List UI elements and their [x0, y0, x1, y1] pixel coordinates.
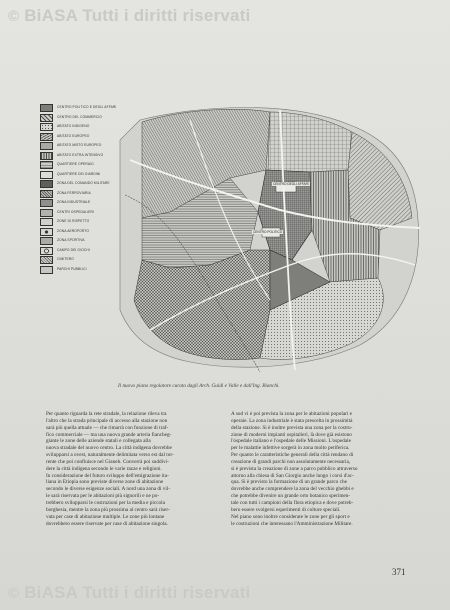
legend-item — [40, 123, 136, 132]
text-line: Nel piano sono inoltre considerate le zone per gli sport e — [231, 513, 350, 520]
legend-label: ZONA INDUSTRIALE — [57, 200, 91, 204]
legend-item — [40, 209, 136, 218]
watermark-top — [8, 6, 250, 26]
legend-label: CENTRI OSPEDALIERI — [57, 209, 94, 214]
legend-item — [40, 152, 136, 161]
legend-swatch — [40, 266, 53, 274]
legend-swatch — [40, 209, 53, 217]
text-line: attorno alla chiesa di San Giorgio anche lungo i corsi d'ac- — [231, 472, 354, 479]
text-line: operaie. La zona industriale è stata prescelta in prossimità — [231, 417, 353, 424]
copyright-symbol: © — [8, 585, 20, 602]
text-line: l'ospedale italiano e l'ospedale delle Missioni. L'ospedale — [231, 438, 351, 445]
legend-item — [40, 228, 136, 237]
legend-item — [40, 133, 136, 142]
legend-swatch — [40, 161, 53, 169]
legend-swatch — [40, 247, 53, 255]
legend-label: ZONE DI RISPETTO — [57, 219, 90, 223]
watermark-bottom — [8, 583, 250, 603]
legend-label: CIMITERO — [57, 257, 74, 261]
legend-swatch — [40, 199, 53, 207]
text-line: vata per case di abitazione multiple. Le zone più lontane — [46, 513, 165, 520]
legend-item — [40, 190, 136, 199]
text-line: Per quanto le caratteristiche generali della città rendano di — [231, 452, 354, 459]
legend-label: ZONA DEL COMANDO MILITARE — [57, 181, 110, 185]
legend-swatch — [40, 171, 53, 179]
legend-label: ABITATO EUROPEO — [57, 133, 90, 138]
text-line: dere la città indigena secondo le varie razze e religioni. — [46, 465, 162, 472]
legend-swatch — [40, 104, 53, 112]
legend-swatch — [40, 142, 53, 150]
legend-item — [40, 266, 136, 275]
text-line: sarà più quella attuale — che rimarrà con funzione di traf- — [46, 424, 169, 431]
text-line: secondo le diverse esigenze sociali. A nord una zona di vil- — [46, 486, 171, 493]
legend-label: ABITATO MISTO EUROPEO — [57, 143, 102, 147]
text-column-left — [46, 411, 226, 527]
copyright-symbol: © — [8, 8, 20, 25]
text-line: In considerazione del futuro sviluppo dell'emigrazione ita- — [46, 472, 169, 479]
text-line: giante le zone delle aziende statali e collegata alla — [46, 438, 151, 445]
text-line: borghesia, mentre la zona più prossima al centro sarà riser- — [46, 506, 170, 513]
legend-label: CENTRO POLITICO E DEGLI AFFARI — [57, 105, 117, 109]
legend-item — [40, 104, 136, 113]
legend-label: ABITATO EXTRA INTENSIVO — [57, 152, 104, 157]
legend-swatch — [40, 256, 53, 264]
legend-swatch — [40, 237, 53, 245]
text-line: l'altro che la strada principale di accesso alla stazione non — [46, 417, 168, 424]
figure-caption: Il nuovo piano regolatore curato dagli Arch. Guidi e Valle e dall'Ing. Bianchi. — [118, 383, 280, 389]
watermark-text: BiASA Tutti i diritti riservati — [24, 6, 251, 25]
legend-swatch — [40, 152, 53, 160]
text-line: A sud vi è poi prevista la zona per le abitazioni popolari e — [231, 411, 353, 417]
legend-label: ZONA FERROVIARIA — [57, 190, 91, 195]
legend-label: ZONA SPORTIVA — [57, 238, 85, 242]
text-line: si è prevista la creazione di zone a parco pubblico attraverso — [231, 465, 358, 472]
text-line: per le malattie infettive sorgerà in zona molto periferica. — [231, 445, 350, 452]
page-number: 371 — [392, 567, 406, 577]
text-line: bero essere svolgersi esperimenti di colture speciali. — [231, 506, 341, 513]
text-line: le costruzioni che interessano l'Amministrazione Militare. — [231, 520, 353, 527]
text-line: le sarà riservata per le abitazioni più signorili e ne po- — [46, 493, 160, 500]
text-column-right — [231, 411, 408, 527]
text-line: creazione di grandi parchi non assolutamente necessaria, — [231, 458, 351, 465]
legend-item — [40, 247, 136, 256]
text-line: che potrebbe divenire un grande orto botanico sperimen- — [231, 493, 351, 500]
legend-swatch — [40, 133, 53, 141]
legend-item — [40, 256, 136, 265]
text-line: nuova stradale del nuovo centro. La città indigena dovrebbe — [46, 445, 172, 452]
text-line: zione di moderni impianti ospitalieri, là dove già esistono — [231, 431, 352, 438]
text-line: trebbero svilupparsi le costruzioni per la media e piccola — [46, 499, 165, 506]
text-line: fico commerciale — ma una nuova grande arteria fiancheg- — [46, 431, 172, 438]
legend-label: QUARTIERE OPERAIO — [57, 162, 94, 166]
legend-label: ZONA AEROPORTO — [57, 228, 90, 233]
legend-swatch — [40, 218, 53, 226]
text-line: dovrebbero essere riservate per case di abitazione singola. — [46, 520, 168, 527]
legend-item — [40, 114, 136, 123]
text-line: liana in Etiopia sono previste diverse zone di abitazione — [46, 479, 164, 486]
legend-item — [40, 180, 136, 189]
legend-label: CENTRO DEL COMMERCIO — [57, 114, 102, 119]
text-line: tale con tutti i campioni della flora etiopica e dove potreb- — [231, 499, 354, 506]
legend-label: ABITATO INDIGENO — [57, 124, 90, 128]
text-line: rente che poi confluisce nel Gianeh. Converrà poi suddivi- — [46, 458, 169, 465]
legend-swatch — [40, 123, 53, 131]
text-line: Per quanto riguarda la rete stradale, la relazione rileva tra — [46, 411, 167, 417]
legend-label: PARCHI PUBBLICI — [57, 266, 87, 271]
map-label-political-centre: CENTRO POLITICO — [253, 230, 283, 234]
legend-item — [40, 237, 136, 246]
legend-swatch — [40, 114, 53, 122]
legend-item — [40, 199, 136, 208]
legend-item — [40, 142, 136, 151]
legend-swatch — [40, 228, 53, 236]
legend-item — [40, 171, 136, 180]
legend-swatch — [40, 180, 53, 188]
legend-item — [40, 161, 136, 170]
map-label-business-centre: CENTRO DEGLI AFFARI — [273, 182, 309, 186]
text-line: della stazione. Si è inoltre prevista una zona per la costru- — [231, 424, 353, 431]
text-line: dovrebbe anche comprendere la zona del vecchio ghebbi e — [231, 486, 354, 493]
legend-label: QUARTIERE DEI GIARDINI — [57, 171, 101, 176]
legend-swatch — [40, 190, 53, 198]
watermark-text: BiASA Tutti i diritti riservati — [24, 583, 251, 602]
legend-label: CAMPO DEI GIOCHI — [57, 247, 90, 252]
legend-item — [40, 218, 136, 227]
text-line: qua. Si è previsto la formazione di un grande parco che — [231, 479, 347, 486]
text-line: svilupparsi a ovest, naturalmente delimitata verso est dal tor- — [46, 452, 174, 459]
